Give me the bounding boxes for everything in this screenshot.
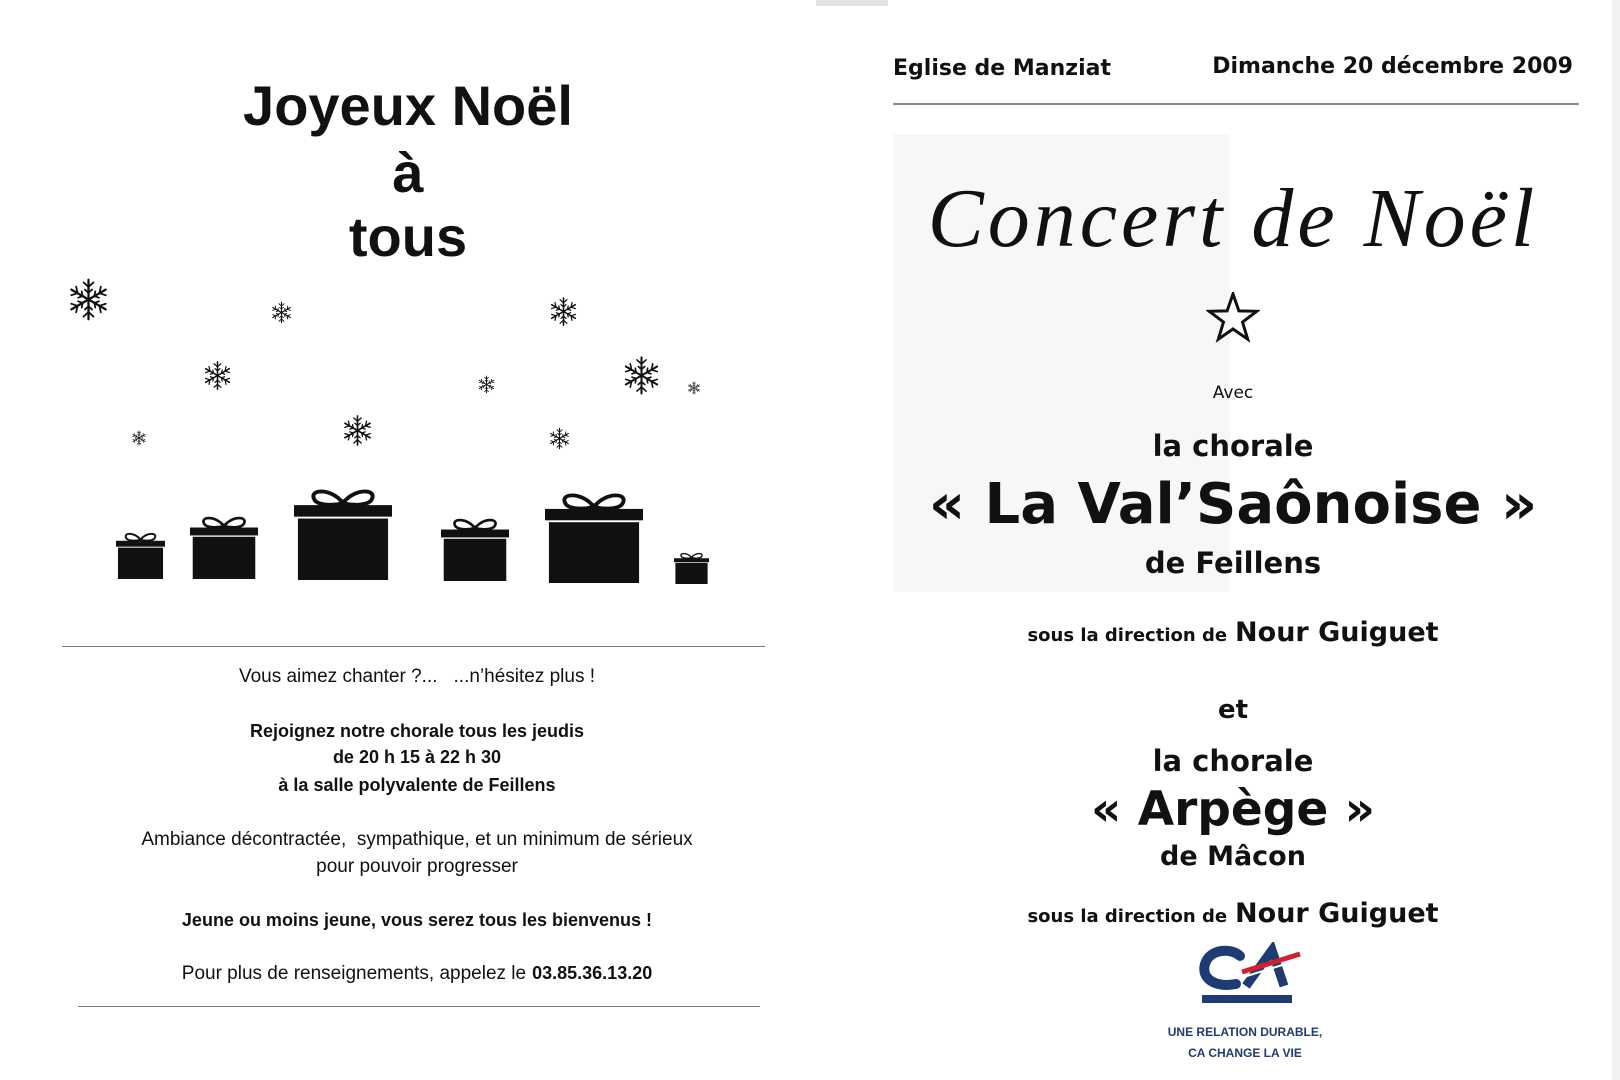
choir2-prefix: la chorale — [1152, 744, 1314, 778]
divider-top — [62, 646, 765, 647]
divider-bottom — [78, 1006, 760, 1007]
snowflake-icon — [477, 375, 496, 394]
gift-icon — [545, 488, 643, 583]
direction-label: sous la direction de — [1027, 906, 1228, 927]
choir2-name: « Arpège » — [1090, 782, 1376, 837]
sponsor-tagline-2: CA CHANGE LA VIE — [1188, 1046, 1302, 1060]
greeting-line-1: Joyeux Noël — [243, 74, 573, 137]
phone-number: 03.85.36.13.20 — [532, 963, 653, 983]
gift-icon — [441, 515, 509, 581]
direction-label: sous la direction de — [1027, 625, 1228, 646]
snowflake-icon — [66, 277, 111, 322]
gift-icon — [294, 484, 392, 580]
venue: Eglise de Manziat — [893, 56, 1111, 81]
snowflake-icon — [131, 430, 147, 446]
ca-logo — [1196, 942, 1304, 1009]
welcome-line: Jeune ou moins jeune, vous serez tous les bienvenus ! — [181, 910, 653, 930]
header-divider — [893, 103, 1579, 105]
greeting-line-3: tous — [348, 205, 468, 268]
right-flyer — [816, 0, 1620, 1080]
join-line-2: de 20 h 15 à 22 h 30 — [332, 747, 502, 767]
join-line-3: à la salle polyvalente de Feillens — [278, 775, 556, 795]
with-label: Avec — [1212, 383, 1254, 403]
snowflake-icon — [341, 414, 374, 447]
question-tail-text: ...n’hésitez plus ! — [453, 666, 596, 687]
snowflake-icon — [202, 360, 233, 391]
snowflake-icon — [270, 301, 293, 324]
choir1-origin: de Feillens — [1144, 546, 1322, 580]
snowflake-icon — [548, 296, 579, 327]
concert-title: Concert de Noël — [927, 172, 1539, 265]
gift-icon — [116, 530, 165, 579]
ambiance-line-1: Ambiance décontractée, sympathique, et un minimum de sérieux — [141, 829, 693, 850]
gift-icon — [674, 551, 709, 584]
director-name: Nour Guiguet — [1235, 898, 1439, 929]
question-line — [17, 666, 817, 688]
info-line — [17, 962, 817, 985]
director-name: Nour Guiguet — [1235, 617, 1439, 648]
choir2-origin: de Mâcon — [1160, 841, 1306, 872]
and-label: et — [1217, 695, 1249, 725]
sponsor-tagline-1: UNE RELATION DURABLE, — [1167, 1025, 1323, 1039]
choir1-direction — [859, 615, 1607, 654]
snowflake-icon — [687, 381, 701, 395]
star-icon — [1206, 292, 1260, 346]
greeting-line-2: à — [392, 141, 424, 204]
concert-date: Dimanche 20 décembre 2009 — [1212, 54, 1573, 79]
ambiance-line-2: pour pouvoir progresser — [316, 856, 518, 877]
choir1-prefix: la chorale — [1152, 429, 1314, 463]
info-text: Pour plus de renseignements, appelez le — [181, 963, 527, 984]
choir1-name: « La Val’Saônoise » — [928, 472, 1538, 537]
question-text: Vous aimez chanter ?... — [238, 666, 438, 687]
snowflake-icon — [621, 355, 662, 396]
choir2-direction — [859, 896, 1607, 935]
gift-icon — [190, 513, 258, 579]
join-line-1: Rejoignez notre chorale tous les jeudis — [249, 721, 585, 741]
snowflake-icon — [548, 427, 571, 450]
